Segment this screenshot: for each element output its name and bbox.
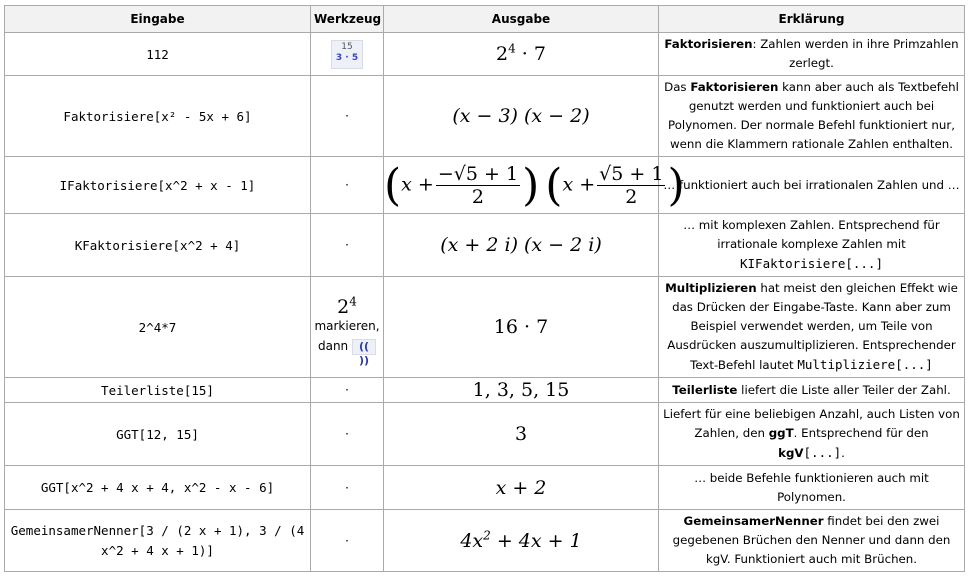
command-table — [4, 5, 965, 572]
table-row — [5, 510, 965, 572]
tool-cell: · — [311, 403, 384, 466]
table-row — [5, 466, 965, 510]
explanation-cell: GemeinsamerNenner findet bei den zwei gegebenen Brüchen den Nenner und dann den kgV. Funktioniert auch mit Brüchen. — [659, 510, 965, 572]
explanation-cell: … beide Befehle funktionieren auch mit Polynomen. — [659, 466, 965, 510]
input-cell: GemeinsamerNenner[3 / (2 x + 1), 3 / (4 x^2 + 4 x + 1)] — [5, 510, 311, 572]
factor-tool-icon[interactable]: 15 3 · 5 — [331, 40, 363, 69]
output-cell: $4x^2 + 4x + 1$ — [384, 510, 659, 572]
output-cell: 3 — [384, 403, 659, 466]
table-row — [5, 277, 965, 378]
output-cell: $2^4 \cdot 7$ — [384, 33, 659, 76]
table-row — [5, 403, 965, 466]
tool-cell: · — [311, 378, 384, 403]
table-row — [5, 76, 965, 157]
tool-cell: · — [311, 466, 384, 510]
expand-tool-icon[interactable]: (( )) — [352, 339, 376, 355]
header-row — [5, 6, 965, 33]
input-cell: Teilerliste[15] — [5, 378, 311, 403]
explanation-cell: Teilerliste liefert die Liste aller Teiler der Zahl. — [659, 378, 965, 403]
tool-cell — [311, 33, 384, 76]
output-cell: x + 2 — [384, 466, 659, 510]
input-cell: Faktorisiere[x² - 5x + 6] — [5, 76, 311, 157]
output-cell: (x − 3) (x − 2) — [384, 76, 659, 157]
explanation-cell: Das Faktorisieren kann aber auch als Textbefehl genutzt werden und funktioniert auch bei Polynomen. Der normale Befehl funktioniert nur, wenn die Klammern rationale Zahlen enthalten. — [659, 76, 965, 157]
output-cell: 16 · 7 — [384, 277, 659, 378]
explanation-cell: Multiplizieren hat meist den gleichen Effekt wie das Drücken der Eingabe-Taste. Kann aber zum Beispiel verwendet werden, um Teile von Ausdrücken auszumultiplizieren. Entsprechender Text-Befehl lautet Multipliziere[...] — [659, 277, 965, 378]
tool-cell: · — [311, 157, 384, 214]
output-cell: 1, 3, 5, 15 — [384, 378, 659, 403]
input-cell: IFaktorisiere[x^2 + x - 1] — [5, 157, 311, 214]
explanation-cell: … funktioniert auch bei irrationalen Zahlen und … — [659, 157, 965, 214]
input-cell: 112 — [5, 33, 311, 76]
input-cell: KFaktorisiere[x^2 + 4] — [5, 214, 311, 277]
table-row — [5, 214, 965, 277]
output-cell: (x + 2 i) (x − 2 i) — [384, 214, 659, 277]
tool-cell: · — [311, 76, 384, 157]
input-cell: GGT[x^2 + 4 x + 4, x^2 - x - 6] — [5, 466, 311, 510]
table-row — [5, 33, 965, 76]
tool-cell: $2^4$ markieren, dann (( )) — [311, 277, 384, 378]
table-row — [5, 378, 965, 403]
table-row — [5, 157, 965, 214]
output-cell: (x + $\frac{-√5 + 1}{2}$ ) (x + $\frac{√5 + 1}{2}$ ) — [384, 157, 659, 214]
input-cell: GGT[12, 15] — [5, 403, 311, 466]
tool-cell: · — [311, 510, 384, 572]
tool-cell: · — [311, 214, 384, 277]
header-eingabe: Eingabe — [5, 6, 311, 33]
header-erklaerung: Erklärung — [659, 6, 965, 33]
explanation-cell: Liefert für eine beliebigen Anzahl, auch Listen von Zahlen, den ggT. Entsprechend für den kgV[...]. — [659, 403, 965, 466]
header-ausgabe: Ausgabe — [384, 6, 659, 33]
explanation-cell: … mit komplexen Zahlen. Entsprechend für irrationale komplexe Zahlen mit KIFaktorisiere[...] — [659, 214, 965, 277]
explanation-cell: Faktorisieren: Zahlen werden in ihre Primzahlen zerlegt. — [659, 33, 965, 76]
input-cell: 2^4*7 — [5, 277, 311, 378]
header-werkzeug: Werkzeug — [311, 6, 384, 33]
